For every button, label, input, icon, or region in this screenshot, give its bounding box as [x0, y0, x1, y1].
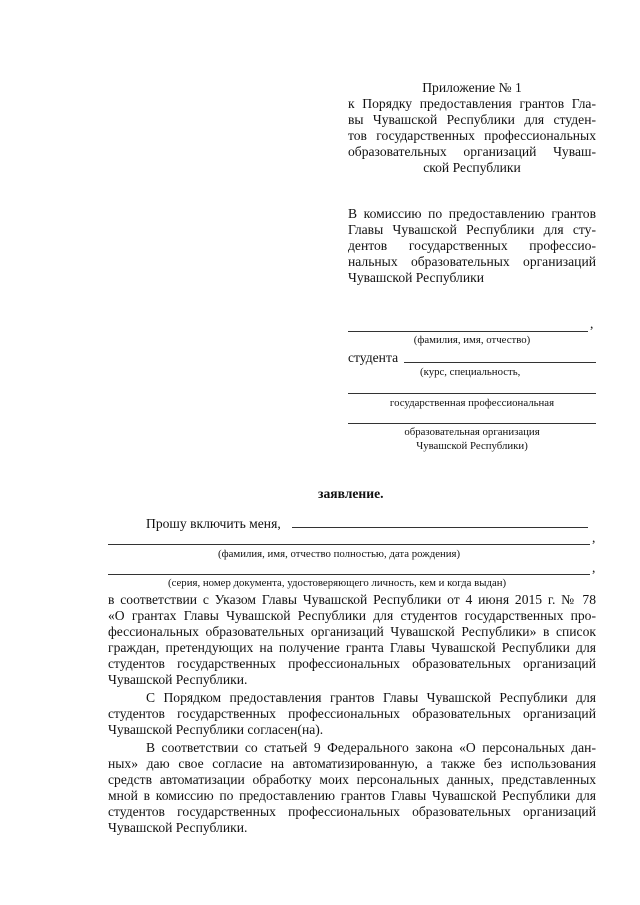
paragraph-2 — [108, 690, 596, 738]
request-name-field[interactable] — [292, 514, 588, 528]
addressee-block — [348, 206, 596, 286]
paragraph-line: граждан, претендующих на получение гранта Главы Чувашской Республики для — [108, 640, 596, 655]
student-specialty-field[interactable] — [348, 380, 596, 394]
addressee-line: Чувашской Республики — [348, 270, 484, 285]
paragraph-line: «О грантах Главы Чувашской Республики для студентов государственных про- — [108, 608, 596, 623]
student-organization-field[interactable] — [348, 410, 596, 424]
addressee-line: дентов государственных профессио- — [348, 238, 596, 253]
applicant-name-field[interactable] — [348, 318, 588, 332]
paragraph-line: Чувашской Республики. — [108, 672, 248, 687]
appendix-line: вы Чувашской Республики для студен- — [348, 112, 596, 127]
paragraph-line: студентов государственных профессиональных образовательных организаций — [108, 706, 596, 721]
appendix-line: ской Республики — [423, 160, 521, 175]
paragraph-3 — [108, 740, 596, 836]
identity-document-field[interactable] — [108, 561, 590, 575]
identity-document-comma: , — [592, 560, 596, 575]
course-caption: (курс, специальность, — [420, 366, 521, 378]
org-caption-1: государственная профессиональная — [389, 397, 555, 409]
student-course-field[interactable] — [404, 349, 596, 363]
appendix-line: к Порядку предоставления грантов Гла- — [348, 96, 596, 111]
paragraph-line: студентов государственных профессиональных образовательных организаций — [108, 804, 596, 819]
paragraph-line: ных» даю свое согласие на автоматизированную, а также без использования — [108, 756, 596, 771]
org-caption-2: образовательная организация — [404, 426, 540, 438]
applicant-name-caption: (фамилия, имя, отчество) — [413, 334, 531, 346]
full-name-comma: , — [592, 530, 596, 545]
paragraph-line: студентов государственных профессиональных образовательных организаций — [108, 656, 596, 671]
org-caption-3: Чувашской Республики) — [416, 440, 528, 452]
appendix-title: Приложение № 1 — [422, 80, 522, 95]
applicant-name-comma: , — [590, 316, 594, 331]
paragraph-line: С Порядком предоставления грантов Главы Чувашской Республики для — [146, 690, 596, 705]
paragraph-line: Чувашской Республики. — [108, 820, 248, 835]
addressee-line: В комиссию по предоставлению грантов — [348, 206, 596, 221]
paragraph-line: фессиональных образовательных организаций Чувашской Республики» в список — [108, 624, 596, 639]
full-name-field[interactable] — [108, 531, 590, 545]
identity-document-caption: (серия, номер документа, удостоверяющего личность, кем и когда выдан) — [168, 577, 507, 589]
paragraph-line: средств автоматизации обработку моих персональных данных, представленных — [108, 772, 596, 787]
appendix-line: тов государственных профессиональных — [348, 128, 596, 143]
addressee-line: Главы Чувашской Республики для сту- — [348, 222, 596, 237]
paragraph-line: Чувашской Республики согласен(на). — [108, 722, 324, 737]
request-label: Прошу включить меня, — [146, 516, 281, 531]
paragraph-line: В соответствии со статьей 9 Федерального закона «О персональных дан- — [146, 740, 596, 755]
paragraph-line: мной в комиссию по предоставлению грантов Главы Чувашской Республики для — [108, 788, 596, 803]
full-name-caption: (фамилия, имя, отчество полностью, дата рождения) — [218, 548, 461, 560]
paragraph-1 — [108, 592, 596, 688]
paragraph-line: в соответствии с Указом Главы Чувашской Республики от 4 июня 2015 г. № 78 — [108, 592, 596, 607]
appendix-line: образовательных организаций Чуваш- — [348, 144, 596, 159]
student-label: студента — [348, 350, 399, 365]
document-heading: заявление. — [318, 486, 384, 501]
appendix-reference — [348, 96, 596, 176]
addressee-line: нальных образовательных организаций — [348, 254, 596, 269]
